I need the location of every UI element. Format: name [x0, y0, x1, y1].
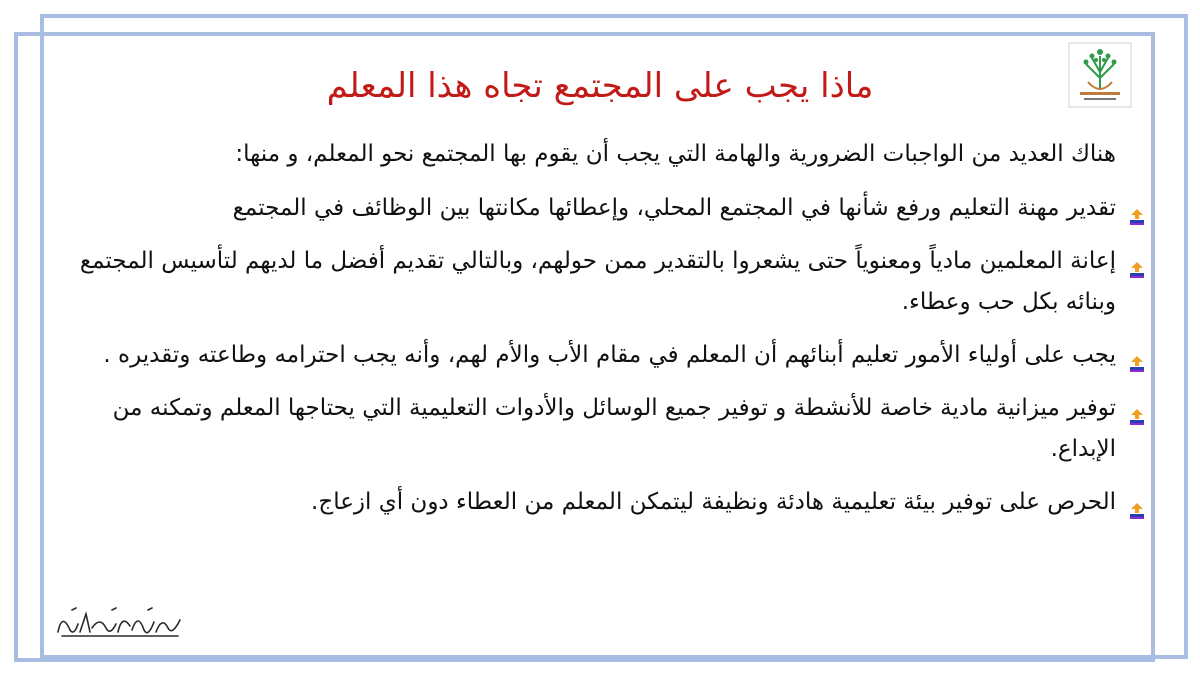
- list-item: [56, 335, 1146, 376]
- arrow-bullet-icon: [1128, 493, 1146, 511]
- arrow-bullet-icon: [1128, 252, 1146, 270]
- arrow-bullet-icon: [1128, 346, 1146, 364]
- bullet-text: يجب على أولياء الأمور تعليم أبنائهم أن المعلم في مقام الأب والأم لهم، وأنه يجب احترامه وطاعته وتقديره .: [103, 342, 1116, 368]
- list-item: [56, 482, 1146, 523]
- page-title: ماذا يجب على المجتمع تجاه هذا المعلم: [326, 66, 874, 106]
- main-content: [56, 134, 1146, 535]
- bullet-text: إعانة المعلمين مادياً ومعنوياً حتى يشعروا بالتقدير ممن حولهم، وبالتالي تقديم أفضل ما لديهم لتأسيس المجتمع وبنائه بكل حب وعطاء.: [79, 248, 1116, 315]
- bullet-list: [56, 188, 1146, 523]
- list-item: [56, 188, 1146, 229]
- tree-logo-icon: [1068, 42, 1132, 108]
- arrow-bullet-icon: [1128, 399, 1146, 417]
- bullet-text: الحرص على توفير بيئة تعليمية هادئة ونظيفة ليتمكن المعلم من العطاء دون أي ازعاج.: [311, 489, 1116, 515]
- arrow-bullet-icon: [1128, 199, 1146, 217]
- list-item: [56, 241, 1146, 323]
- bullet-text: تقدير مهنة التعليم ورفع شأنها في المجتمع المحلي، وإعطائها مكانتها بين الوظائف في المجتمع: [232, 195, 1116, 221]
- bullet-text: توفير ميزانية مادية خاصة للأنشطة و توفير جميع الوسائل والأدوات التعليمية التي يحتاجها المعلم وتمكنه من الإبداع.: [112, 395, 1116, 462]
- intro-text: هناك العديد من الواجبات الضرورية والهامة التي يجب أن يقوم بها المجتمع نحو المعلم، و منها:: [235, 141, 1116, 167]
- handwritten-signature: [52, 602, 187, 642]
- list-item: [56, 388, 1146, 470]
